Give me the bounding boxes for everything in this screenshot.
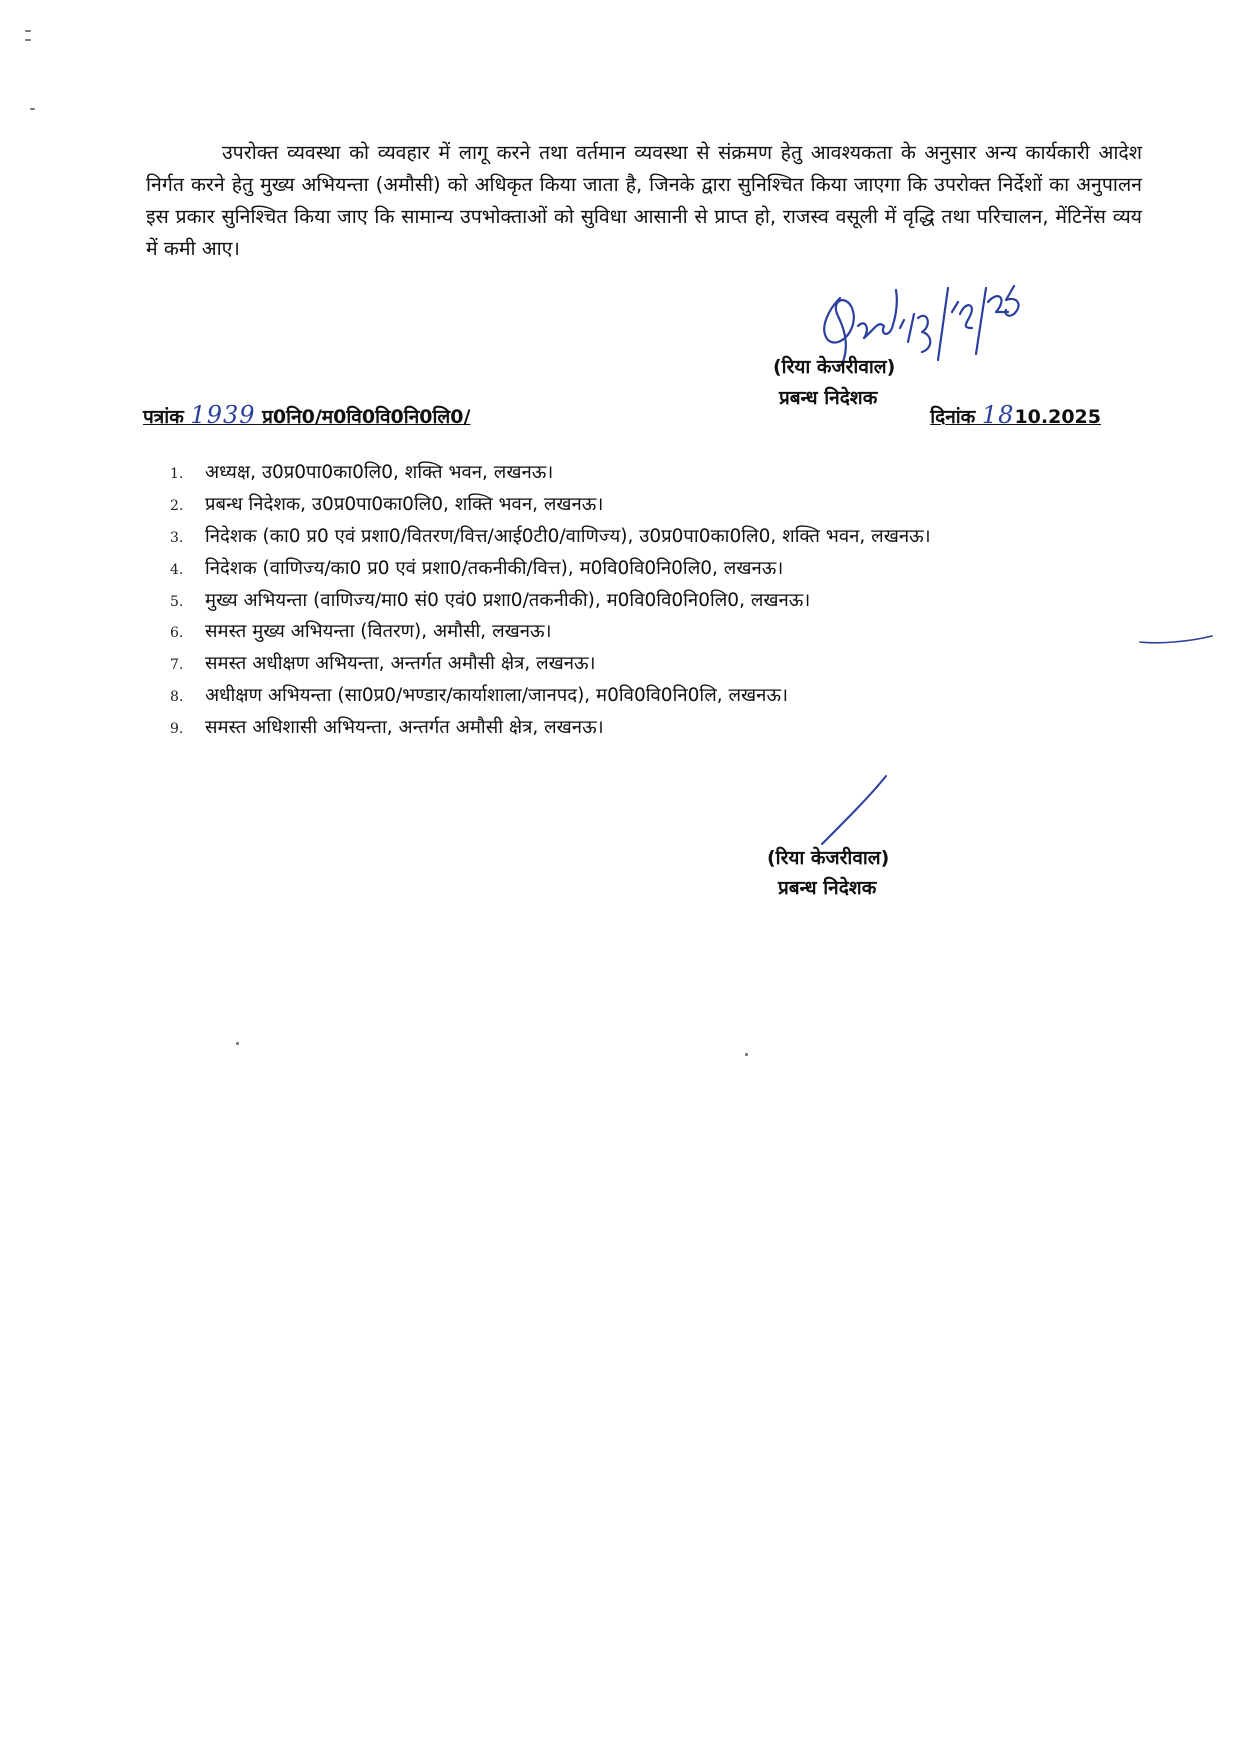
list-item (170, 617, 1130, 649)
list-item (170, 554, 1130, 586)
item-number: 9. (170, 721, 184, 738)
letter-date (930, 401, 1101, 429)
item-number: 3. (170, 529, 184, 546)
scan-mark (25, 39, 31, 41)
letter-reference (143, 401, 470, 429)
list-item (170, 681, 1130, 713)
signatory-title-top: प्रबन्ध निदेशक (779, 387, 878, 409)
item-text: समस्त मुख्य अभियन्ता (वितरण), अमौसी, लखनऊ। (205, 621, 552, 643)
reference-label: पत्रांक (143, 406, 184, 428)
scan-mark (745, 1053, 748, 1056)
scan-mark (25, 30, 31, 32)
reference-code: प्र0नि0/म0वि0वि0नि0लि0/ (262, 406, 471, 428)
pen-mark (1138, 630, 1218, 650)
list-item (170, 586, 1130, 618)
date-month-year: 10.2025 (1014, 406, 1101, 428)
scan-mark (30, 108, 35, 110)
signatory-title-bottom: प्रबन्ध निदेशक (778, 877, 877, 899)
item-number: 6. (170, 625, 184, 642)
list-item (170, 490, 1130, 522)
item-number: 8. (170, 689, 184, 706)
item-number: 4. (170, 561, 184, 578)
body-paragraph: उपरोक्त व्यवस्था को व्यवहार में लागू करने तथा वर्तमान व्यवस्था से संक्रमण हेतु आवश्यकता के अनुसार अन्य कार्यकारी आदेश निर्गत करने हेतु मुख्य अभियन्ता (अमौसी) को अधिकृत किया जाता है, जिनके द्वारा सुनिश्चित किया जाएगा कि उपरोक्त निर्देशों का अनुपालन इस प्रकार सुनिश्चित किया जाए कि सामान्य उपभोक्ताओं को सुविधा आसानी से प्राप्त हो, राजस्व वसूली में वृद्धि तथा परिचालन, मेंटिनेंस व्यय में कमी आए। (146, 141, 1142, 260)
item-text: निदेशक (वाणिज्य/का0 प्र0 एवं प्रशा0/तकनीकी/वित्त), म0वि0वि0नि0लि0, लखनऊ। (205, 557, 784, 579)
list-item (170, 713, 1130, 745)
handwritten-signature-bottom (810, 772, 900, 852)
item-text: समस्त अधिशासी अभियन्ता, अन्तर्गत अमौसी क्षेत्र, लखनऊ। (205, 717, 604, 739)
list-item (170, 522, 1130, 554)
item-number: 1. (170, 466, 184, 482)
date-label: दिनांक (930, 406, 976, 428)
list-item (170, 649, 1130, 681)
item-number: 2. (170, 497, 184, 514)
item-number: 7. (170, 657, 184, 674)
item-text: अधीक्षण अभियन्ता (सा0प्र0/भण्डार/कार्याशाला/जानपद), म0वि0वि0नि0लि, लखनऊ। (205, 685, 788, 707)
reference-number: 1939 (190, 401, 256, 429)
list-item (170, 458, 1130, 490)
item-number: 5. (170, 593, 184, 610)
signatory-name-top: (रिया केजरीवाल) (773, 356, 896, 378)
item-text: मुख्य अभियन्ता (वाणिज्य/मा0 सं0 एवं0 प्रशा0/तकनीकी), म0वि0वि0नि0लि0, लखनऊ। (205, 589, 811, 611)
item-text: निदेशक (का0 प्र0 एवं प्रशा0/वितरण/वित्त/आई0टी0/वाणिज्य), उ0प्र0पा0का0लि0, शक्ति भवन, लखनऊ। (205, 525, 931, 547)
item-text: प्रबन्ध निदेशक, उ0प्र0पा0का0लि0, शक्ति भवन, लखनऊ। (205, 493, 604, 515)
item-text: अध्यक्ष, उ0प्र0पा0का0लि0, शक्ति भवन, लखनऊ। (205, 462, 554, 483)
date-day: 18 (981, 401, 1015, 429)
item-text: समस्त अधीक्षण अभियन्ता, अन्तर्गत अमौसी क्षेत्र, लखनऊ। (205, 653, 596, 675)
reference-row (143, 401, 1101, 435)
scan-mark (236, 1042, 239, 1045)
distribution-list (170, 458, 1130, 745)
signatory-name-bottom: (रिया केजरीवाल) (767, 847, 890, 869)
